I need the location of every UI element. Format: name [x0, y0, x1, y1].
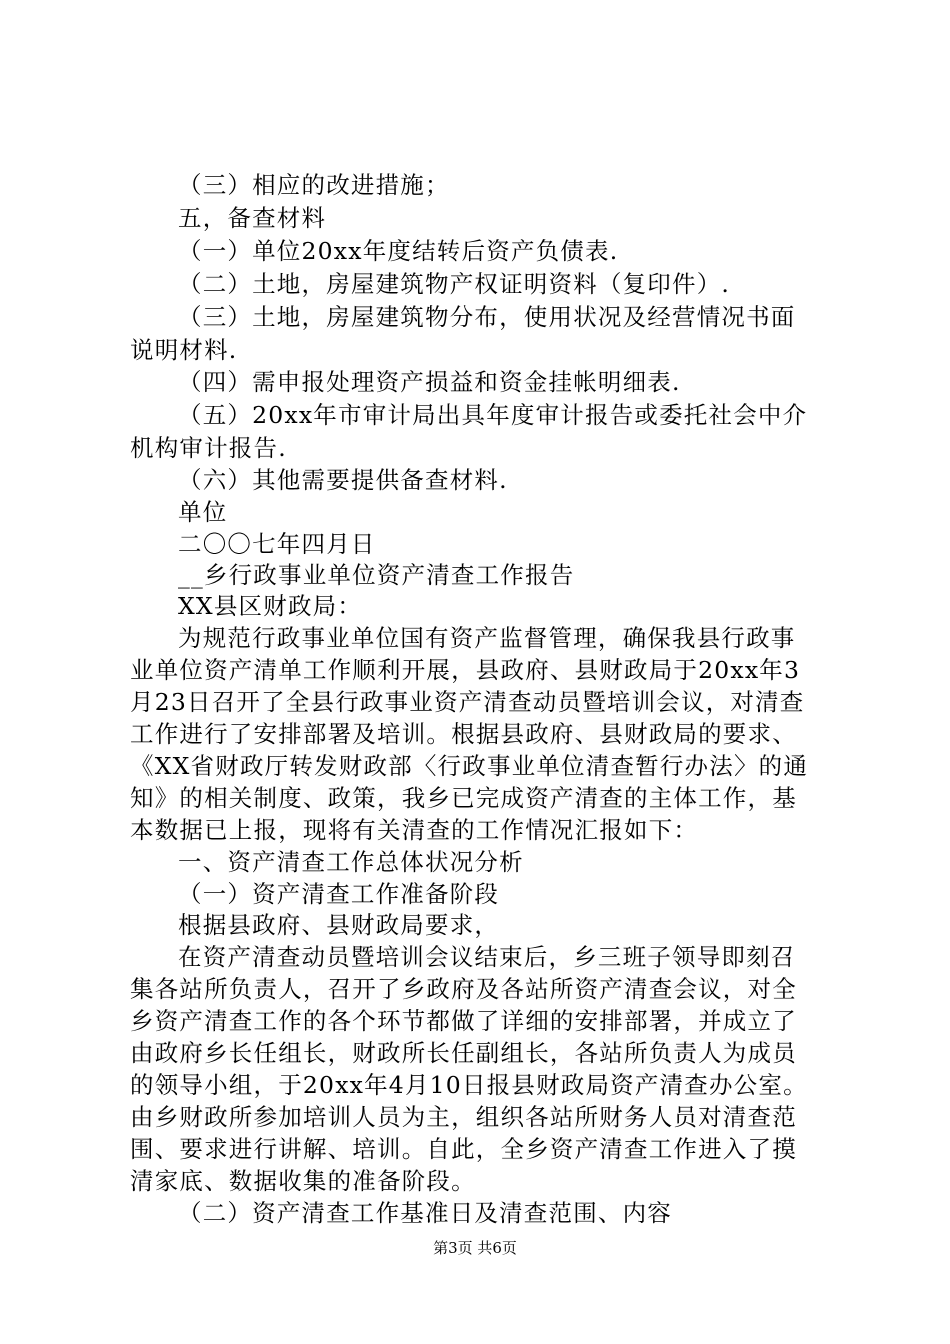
text-line-15: 为规范行政事业单位国有资产监督管理，确保我县行政事	[178, 624, 796, 652]
text-line-27: 乡资产清查工作的各个环节都做了详细的安排部署，并成立了	[130, 1007, 797, 1035]
text-line-4: （二）土地，房屋建筑物产权证明资料（复印件）.	[178, 270, 731, 298]
text-line-1: （三）相应的改进措施；	[178, 171, 450, 199]
text-line-13: __乡行政事业单位资产清查工作报告	[178, 561, 575, 589]
text-line-11: 单位	[178, 498, 228, 526]
text-line-6: 说明材料.	[130, 336, 238, 364]
text-line-20: 知》的相关制度、政策，我乡已完成资产清查的主体工作，基	[130, 784, 797, 812]
text-line-26: 集各站所负责人，召开了乡政府及各站所资产清查会议，对全	[130, 975, 797, 1003]
text-line-33: （二）资产清查工作基准日及清查范围、内容	[178, 1199, 672, 1227]
text-line-19: 《XX省财政厅转发财政部〈行政事业单位清查暂行办法〉的通	[130, 752, 809, 780]
text-line-10: （六）其他需要提供备查材料.	[178, 466, 508, 494]
text-line-5: （三）土地，房屋建筑物分布，使用状况及经营情况书面	[178, 303, 796, 331]
text-line-22: 一、资产清查工作总体状况分析	[178, 848, 524, 876]
text-line-28: 由政府乡长任组长，财政所长任副组长，各站所负责人为成员	[130, 1039, 797, 1067]
text-line-23: （一）资产清查工作准备阶段	[178, 880, 500, 908]
text-line-8: （五）20xx年市审计局出具年度审计报告或委托社会中介	[178, 401, 808, 429]
text-line-32: 清家底、数据收集的准备阶段。	[130, 1167, 476, 1195]
text-line-25: 在资产清查动员暨培训会议结束后，乡三班子领导即刻召	[178, 943, 796, 971]
text-line-12: 二〇〇七年四月日	[178, 530, 376, 558]
text-line-14: XX县区财政局：	[178, 592, 363, 620]
text-line-9: 机构审计报告.	[130, 434, 287, 462]
text-line-24: 根据县政府、县财政局要求，	[178, 911, 500, 939]
text-line-18: 工作进行了安排部署及培训。根据县政府、县财政局的要求、	[130, 720, 797, 748]
text-line-16: 业单位资产清单工作顺利开展，县政府、县财政局于20xx年3	[130, 656, 801, 684]
page-number-footer: 第3页 共6页	[433, 1239, 517, 1257]
text-line-29: 的领导小组，于20xx年4月10日报县财政局资产清查办公室。	[130, 1071, 808, 1099]
text-line-30: 由乡财政所参加培训人员为主，组织各站所财务人员对清查范	[130, 1103, 797, 1131]
text-line-3: （一）单位20xx年度结转后资产负债表.	[178, 237, 619, 265]
text-line-17: 月23日召开了全县行政事业资产清查动员暨培训会议，对清查	[130, 688, 805, 716]
text-line-31: 围、要求进行讲解、培训。自此，全乡资产清查工作进入了摸	[130, 1135, 797, 1163]
text-line-7: （四）需申报处理资产损益和资金挂帐明细表.	[178, 368, 681, 396]
text-line-21: 本数据已上报，现将有关清查的工作情况汇报如下：	[130, 816, 699, 844]
text-line-2: 五，备查材料	[178, 204, 327, 232]
